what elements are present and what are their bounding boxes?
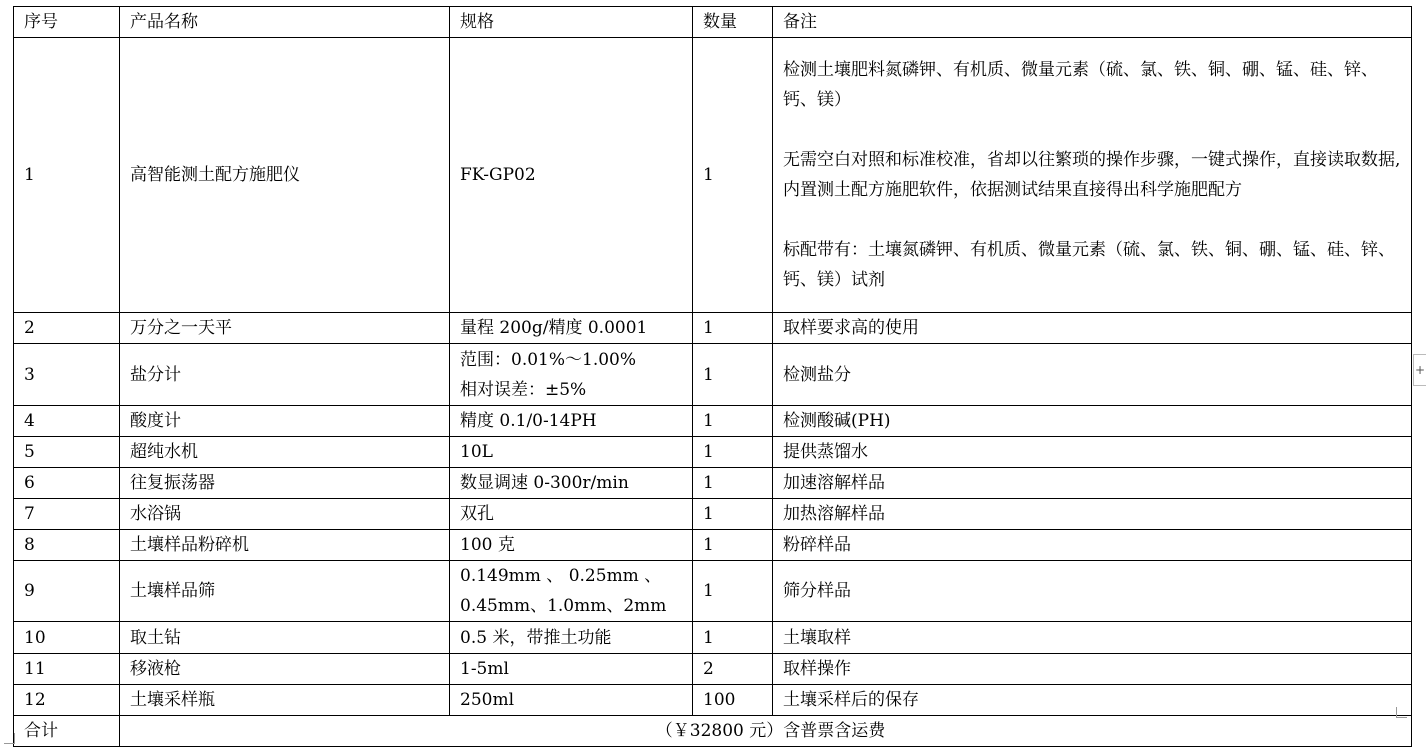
row-remark: 取样操作 [773, 654, 1412, 685]
row-qty: 2 [693, 654, 773, 685]
row-remark: 土壤采样后的保存 [773, 685, 1412, 716]
total-row [14, 716, 1412, 747]
row-name: 高智能测土配方施肥仪 [120, 38, 450, 313]
table-row [14, 406, 1412, 437]
row-no: 6 [14, 468, 120, 499]
row-name: 万分之一天平 [120, 313, 450, 344]
row-remark: 加速溶解样品 [773, 468, 1412, 499]
row-name: 盐分计 [120, 344, 450, 406]
row-name: 水浴锅 [120, 499, 450, 530]
table-row [14, 622, 1412, 654]
row-name: 土壤样品粉碎机 [120, 530, 450, 561]
row-remark: 检测盐分 [773, 344, 1412, 406]
row-spec: 量程 200g/精度 0.0001 [450, 313, 693, 344]
row-no: 1 [14, 38, 120, 313]
row-remark: 取样要求高的使用 [773, 313, 1412, 344]
product-quote-table [13, 6, 1412, 747]
header-remark: 备注 [773, 7, 1412, 38]
header-no: 序号 [14, 7, 120, 38]
spec-line: 相对误差：±5% [460, 379, 587, 400]
row-no: 7 [14, 499, 120, 530]
table-row [14, 437, 1412, 468]
row-spec [450, 561, 693, 622]
row-no: 11 [14, 654, 120, 685]
row-remark: 加热溶解样品 [773, 499, 1412, 530]
spec-line: 范围：0.01%～1.00% [460, 349, 637, 370]
row-no: 10 [14, 622, 120, 654]
row-no: 4 [14, 406, 120, 437]
total-amount: （￥32800 元）含普票含运费 [120, 716, 1412, 747]
spec-line: 0.45mm、1.0mm、2mm [460, 596, 667, 616]
row-name: 酸度计 [120, 406, 450, 437]
row-name: 移液枪 [120, 654, 450, 685]
row-spec: 0.5 米，带推土功能 [450, 622, 693, 654]
total-label: 合计 [14, 716, 120, 747]
row-no: 3 [14, 344, 120, 406]
page-corner-mark [4, 733, 15, 744]
remark-paragraph: 检测土壤肥料氮磷钾、有机质、微量元素（硫、氯、铁、铜、硼、锰、硅、锌、钙、镁） [783, 60, 1378, 110]
row-spec: 1-5ml [450, 654, 693, 685]
row-qty: 1 [693, 38, 773, 313]
row-name: 土壤样品筛 [120, 561, 450, 622]
row-remark: 粉碎样品 [773, 530, 1412, 561]
row-name: 土壤采样瓶 [120, 685, 450, 716]
row-qty: 1 [693, 530, 773, 561]
row-spec: FK-GP02 [450, 38, 693, 313]
page-corner-mark [1396, 707, 1407, 718]
row-no: 5 [14, 437, 120, 468]
row-remark: 筛分样品 [773, 561, 1412, 622]
remark-paragraph: 标配带有：土壤氮磷钾、有机质、微量元素（硫、氯、铁、铜、硼、锰、硅、锌、钙、镁）试剂 [783, 240, 1395, 290]
remark-paragraph: 无需空白对照和标准校准，省却以往繁琐的操作步骤，一键式操作，直接读取数据,内置测土配方施肥软件，依据测试结果直接得出科学施肥配方 [783, 150, 1401, 200]
row-remark: 提供蒸馏水 [773, 437, 1412, 468]
table-row [14, 468, 1412, 499]
row-spec [450, 344, 693, 406]
row-no: 2 [14, 313, 120, 344]
add-column-handle[interactable]: + [1413, 354, 1426, 386]
table-row [14, 38, 1412, 313]
row-qty: 1 [693, 313, 773, 344]
table-row [14, 344, 1412, 406]
table-row [14, 530, 1412, 561]
row-spec: 100 克 [450, 530, 693, 561]
row-qty: 1 [693, 622, 773, 654]
row-qty: 1 [693, 406, 773, 437]
row-qty: 1 [693, 344, 773, 406]
row-name: 超纯水机 [120, 437, 450, 468]
row-no: 8 [14, 530, 120, 561]
row-spec: 数显调速 0-300r/min [450, 468, 693, 499]
table-row [14, 313, 1412, 344]
row-remark: 土壤取样 [773, 622, 1412, 654]
row-name: 取土钻 [120, 622, 450, 654]
table-row [14, 654, 1412, 685]
row-no: 12 [14, 685, 120, 716]
row-remark [773, 38, 1412, 313]
row-no: 9 [14, 561, 120, 622]
row-spec: 精度 0.1/0-14PH [450, 406, 693, 437]
row-qty: 1 [693, 437, 773, 468]
header-spec: 规格 [450, 7, 693, 38]
header-qty: 数量 [693, 7, 773, 38]
row-qty: 100 [693, 685, 773, 716]
row-spec: 双孔 [450, 499, 693, 530]
table-row [14, 685, 1412, 716]
spec-line: 0.149mm 、 0.25mm 、 [460, 566, 662, 586]
header-name: 产品名称 [120, 7, 450, 38]
row-qty: 1 [693, 561, 773, 622]
row-qty: 1 [693, 468, 773, 499]
row-spec: 10L [450, 437, 693, 468]
row-remark: 检测酸碱(PH) [773, 406, 1412, 437]
row-name: 往复振荡器 [120, 468, 450, 499]
table-row [14, 561, 1412, 622]
header-row [14, 7, 1412, 38]
row-spec: 250ml [450, 685, 693, 716]
table-row [14, 499, 1412, 530]
row-qty: 1 [693, 499, 773, 530]
